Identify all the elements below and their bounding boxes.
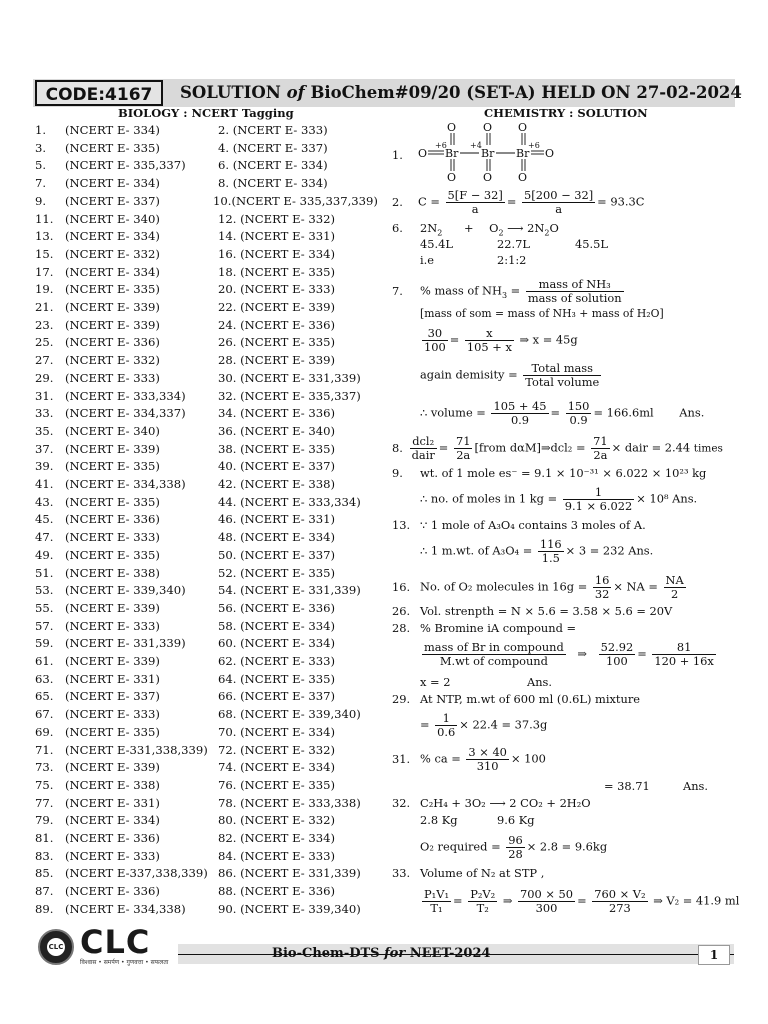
question-number: 43. [35,494,54,509]
q6-vol-3: 45.5L [575,237,608,251]
bio-answer-row: 44. (NCERT E- 333,334) [218,494,361,509]
footer-title: Bio-Chem-DTS for NEET-2024 [272,946,491,961]
q1-o-bot-3: O [518,171,528,183]
bio-answer-row: 38. (NCERT E- 335) [218,441,336,456]
bio-answer-row: 22. (NCERT E- 339) [218,300,336,314]
question-number: 11. [35,211,54,226]
bio-answer-row: 48. (NCERT E- 334) [218,530,336,545]
q7-density: again demisity = $\frac{\text{Total mass}}{\text{Total volume}}$ [420,361,600,389]
ncert-tag: (NCERT E- 334) [65,813,160,828]
bio-answer-row: 42. (NCERT E- 338) [218,477,336,491]
clc-logo: CLC [80,923,151,961]
bio-answer-row: 28. (NCERT E- 339) [218,353,336,368]
bio-answer-row: 6. (NCERT E- 334) [218,158,328,173]
bio-answer-row: 40. (NCERT E- 337) [218,459,336,474]
question-number: 19. [35,282,54,297]
question-number: 61. [35,654,54,668]
bio-answer-row: 72. (NCERT E- 332) [218,742,336,757]
ncert-tag: (NCERT E- 336) [65,884,160,899]
question-number: 81. [35,831,54,845]
ncert-tag: (NCERT E- 336) [65,512,160,527]
q1-o-top-1: O [447,121,457,134]
page-number: 1 [698,945,730,965]
chemistry-heading: CHEMISTRY : SOLUTION [484,106,648,120]
bio-answer-row: 84. (NCERT E- 333) [218,848,336,863]
ncert-tag: (NCERT E- 335) [65,282,160,297]
bio-answer-row: 50. (NCERT E- 337) [218,547,336,562]
q1-structure-diagram [418,121,560,183]
ncert-tag: (NCERT E- 337) [65,689,160,704]
bio-answer-row: 20. (NCERT E- 333) [218,282,336,297]
question-number: 71. [35,742,54,757]
question-number: 23. [35,317,54,332]
q29-line-1: 29. At NTP, m.wt of 600 ml (0.6L) mixture [392,692,641,706]
ncert-tag: (NCERT E- 336) [65,335,160,350]
q1-ox-2: +4 [470,141,482,150]
bio-answer-row: 36. (NCERT E- 340) [218,423,336,438]
ncert-tag: (NCERT E- 333) [65,618,160,633]
ncert-tag: (NCERT E- 337) [65,193,160,208]
bio-answer-row: 18. (NCERT E- 335) [218,264,336,279]
ncert-tag: (NCERT E- 339) [65,441,160,456]
question-number: 67. [35,707,54,722]
q1-br-3: Br [516,147,530,160]
bio-answer-row: 14. (NCERT E- 331) [218,229,336,244]
q1-br-1: Br [445,147,459,160]
ncert-tag: (NCERT E- 338) [65,565,160,580]
q1-o-right: O [545,147,555,160]
question-number: 1. [35,123,47,137]
bio-answer-row: 16. (NCERT E- 334) [218,246,336,261]
ncert-tag: (NCERT E- 335,337) [65,158,186,173]
question-number: 51. [35,565,54,580]
question-number: 25. [35,335,54,350]
q7-volume: ∴ volume = $\frac{105 + 45}{0.9}$ = $\frac{150}{0.9}$ = 166.6ml Ans. [420,399,705,427]
bio-answer-row: 10.(NCERT E- 335,337,339) [213,193,378,208]
q33-line-1: 33. Volume of N₂ at STP , [392,866,545,880]
question-number: 41. [35,477,54,491]
q1-o-bot-2: O [483,171,493,183]
bio-answer-row: 76. (NCERT E- 335) [218,777,336,792]
question-number: 17. [35,264,54,279]
question-number: 85. [35,866,54,881]
question-number: 57. [35,618,54,633]
q29-line-2: = $\frac{1}{0.6}$ × 22.4 = 37.3g [420,711,548,739]
q32-o2-required: O₂ required = $\frac{96}{28}$ × 2.8 = 9.6kg [420,833,608,861]
question-number: 47. [35,530,54,545]
ncert-tag: (NCERT E- 338) [65,777,160,792]
ncert-tag: (NCERT E-337,338,339) [65,866,208,881]
q28-line-2: $\frac{\text{mass of Br in compound}}{\text{M.wt of compound}}$ ⇒ $\frac{52.92}{100}$ = $\frac{81}{120 + 16x}$ [424,640,714,668]
bio-answer-row: 78. (NCERT E- 333,338) [218,795,361,810]
ncert-tag: (NCERT E- 334,338) [65,901,186,916]
q16-solution: 16. No. of O₂ molecules in 16g = $\frac{16}{32}$ × NA = $\frac{NA}{2}$ [392,573,684,601]
ncert-tag: (NCERT E- 333) [65,370,160,385]
q28-ans: Ans. [527,675,553,689]
question-number: 59. [35,636,54,651]
q6-vol-2: 22.7L [497,237,530,251]
question-number: 33. [35,406,54,421]
bio-answer-row: 86. (NCERT E- 331,339) [218,866,361,881]
bio-answer-row: 4. (NCERT E- 337) [218,140,328,155]
q32-equation: 32. C₂H₄ + 3O₂ ⟶ 2 CO₂ + 2H₂O [392,796,591,810]
ncert-tag: (NCERT E- 331,339) [65,636,186,651]
ncert-tag: (NCERT E- 331) [65,671,160,686]
question-number: 55. [35,600,54,615]
ncert-tag: (NCERT E- 334,338) [65,477,186,491]
question-number: 65. [35,689,54,704]
q31-solution: 31. % ca = $\frac{3 \times 40}{310}$ × 100 [392,745,546,773]
question-number: 89. [35,901,54,916]
ncert-tag: (NCERT E- 334,337) [65,406,186,421]
bio-answer-row: 62. (NCERT E- 333) [218,654,336,668]
clc-tagline: विश्वास • समर्पण • गुणवत्ता • सफलता [80,959,169,966]
question-number: 79. [35,813,54,828]
question-number: 49. [35,547,54,562]
ncert-tag: (NCERT E- 333) [65,707,160,722]
q9-line-2: ∴ no. of moles in 1 kg = $\frac{1}{9.1 \times 6.022}$ × 10⁸ Ans. [420,485,698,513]
q32-mass-1: 2.8 Kg [420,813,458,827]
ncert-tag: (NCERT E- 339,340) [65,583,186,598]
bio-answer-row: 32. (NCERT E- 335,337) [218,388,361,403]
question-number: 53. [35,583,54,598]
bio-answer-row: 70. (NCERT E- 334) [218,724,336,739]
paper-code: CODE:4167 [35,80,163,106]
ncert-tag: (NCERT E- 333) [65,530,160,545]
ncert-tag: (NCERT E- 335) [65,724,160,739]
ncert-tag: (NCERT E- 335) [65,459,160,474]
q1-o-bot-1: O [447,171,457,183]
bio-answer-row: 80. (NCERT E- 332) [218,813,336,828]
ncert-tag: (NCERT E- 339) [65,760,160,775]
question-number: 7. [35,176,47,191]
question-number: 21. [35,300,54,314]
bio-answer-row: 56. (NCERT E- 336) [218,600,336,615]
ncert-tag: (NCERT E- 339) [65,300,160,314]
q6-equation: 6. $2N_2 + O_2$ ⟶ $2N_2O$ [392,221,559,238]
bio-answer-row: 58. (NCERT E- 334) [218,618,336,633]
q1-o-top-2: O [483,121,493,134]
bio-answer-row: 30. (NCERT E- 331,339) [218,370,361,385]
q8-solution: 8. $\frac{\text{dcl₂}}{\text{dair}}$ = $\frac{71}{2a}$ [from dαM]⇒dcl₂ = $\frac{71}{2a}$ × dair = 2.44 times [392,434,723,462]
bio-answer-row: 66. (NCERT E- 337) [218,689,336,704]
ncert-tag: (NCERT E- 335) [65,547,160,562]
bio-answer-row: 24. (NCERT E- 336) [218,317,336,332]
q1-ox-1: +6 [435,141,447,150]
question-number: 39. [35,459,54,474]
question-number: 87. [35,884,54,899]
ncert-tag: (NCERT E- 333) [65,848,160,863]
ncert-tag: (NCERT E- 332) [65,246,160,261]
q7-bracket: [mass of som = mass of NH₃ + mass of H₂O] [420,307,664,320]
bio-answer-row: 26. (NCERT E- 335) [218,335,336,350]
ncert-tag: (NCERT E- 331) [65,795,160,810]
bio-answer-row: 8. (NCERT E- 334) [218,176,328,191]
bio-answer-row: 88. (NCERT E- 336) [218,884,336,899]
bio-answer-row: 34. (NCERT E- 336) [218,406,336,421]
q6-ratio: 2:1:2 [497,253,527,267]
q6-ie: i.e [420,253,435,267]
ncert-tag: (NCERT E- 333,334) [65,388,186,403]
ncert-tag: (NCERT E- 340) [65,211,160,226]
ncert-tag: (NCERT E- 334) [65,123,160,137]
question-number: 69. [35,724,54,739]
bio-answer-row: 52. (NCERT E- 335) [218,565,336,580]
question-number: 73. [35,760,54,775]
question-number: 3. [35,140,47,155]
q1-number: 1. [392,148,403,162]
bio-answer-row: 90. (NCERT E- 339,340) [218,901,361,916]
ncert-tag: (NCERT E- 339) [65,600,160,615]
q33-line-2: $\frac{\text{P₁V₁}}{\text{T₁}}$ = $\frac{\text{P₂V₂}}{\text{T₂}}$ ⇒ $\frac{700 \times 50}{300}$ = $\frac{\text{760 × V₂}}{273}$ ⇒ V₂ = 41.9 ml [424,887,740,915]
bio-answer-row: 54. (NCERT E- 331,339) [218,583,361,598]
question-number: 63. [35,671,54,686]
q31-ans: Ans. [683,779,709,793]
question-number: 27. [35,353,54,368]
question-number: 37. [35,441,54,456]
question-number: 45. [35,512,54,527]
biology-heading: BIOLOGY : NCERT Tagging [118,106,294,120]
ncert-tag: (NCERT E- 332) [65,353,160,368]
question-number: 5. [35,158,47,173]
q26-solution: 26. Vol. strenpth = N × 5.6 = 3.58 × 5.6 = 20V [392,604,673,618]
ncert-tag: (NCERT E- 334) [65,176,160,191]
q1-br-2: Br [481,147,495,160]
bio-answer-row: 68. (NCERT E- 339,340) [218,707,361,722]
ncert-tag: (NCERT E-331,338,339) [65,742,208,757]
q9-line-1: 9. wt. of 1 mole es⁻ = 9.1 × 10⁻³¹ × 6.022 × 10²³ kg [392,466,707,480]
bio-answer-row: 46. (NCERT E- 331) [218,512,336,527]
bio-answer-row: 74. (NCERT E- 334) [218,760,336,775]
ncert-tag: (NCERT E- 339) [65,317,160,332]
question-number: 83. [35,848,54,863]
bio-answer-row: 2. (NCERT E- 333) [218,123,328,137]
question-number: 77. [35,795,54,810]
q28-x: x = 2 [420,675,451,689]
q13-line-1: 13. ∵ 1 mole of A₃O₄ contains 3 moles of A. [392,518,646,532]
q7-mass-percent: 7. % mass of $NH_3$ = $\frac{\text{mass of NH₃}}{\text{mass of solution}}$ [392,277,622,305]
bio-answer-row: 12. (NCERT E- 332) [218,211,336,226]
q6-vol-1: 45.4L [420,237,453,251]
bio-answer-row: 82. (NCERT E- 334) [218,831,336,845]
question-number: 15. [35,246,54,261]
ncert-tag: (NCERT E- 340) [65,423,160,438]
q13-line-2: ∴ 1 m.wt. of A₃O₄ = $\frac{116}{1.5}$ × 3 = 232 Ans. [420,537,654,565]
bio-answer-row: 64. (NCERT E- 335) [218,671,336,686]
q31-result: = 38.71 [604,779,650,793]
ncert-tag: (NCERT E- 339) [65,654,160,668]
q1-o-top-3: O [518,121,528,134]
question-number: 35. [35,423,54,438]
ncert-tag: (NCERT E- 335) [65,140,160,155]
q28-line-1: 28. % Bromine iA compound = [392,621,577,635]
page-title: SOLUTION of BioChem#09/20 (SET-A) HELD ON 27-02-2024 [180,83,742,102]
bio-answer-row: 60. (NCERT E- 334) [218,636,336,651]
question-number: 29. [35,370,54,385]
question-number: 13. [35,229,54,244]
clc-emblem-icon: CLC [38,929,74,965]
question-number: 9. [35,193,47,208]
ncert-tag: (NCERT E- 334) [65,229,160,244]
ncert-tag: (NCERT E- 334) [65,264,160,279]
question-number: 75. [35,777,54,792]
q2-solution: 2. C = $\frac{5[F - 32]}{a}$ = $\frac{5[200 - 32]}{a}$ = 93.3C [392,188,645,216]
ncert-tag: (NCERT E- 336) [65,831,160,845]
question-number: 31. [35,388,54,403]
q1-ox-3: +6 [528,141,540,150]
q7-ratio: $\frac{30}{100}$ = $\frac{x}{105 + x}$ ⇒ x = 45g [424,326,578,354]
q1-o-left: O [418,147,428,160]
q32-mass-2: 9.6 Kg [497,813,535,827]
ncert-tag: (NCERT E- 335) [65,494,160,509]
